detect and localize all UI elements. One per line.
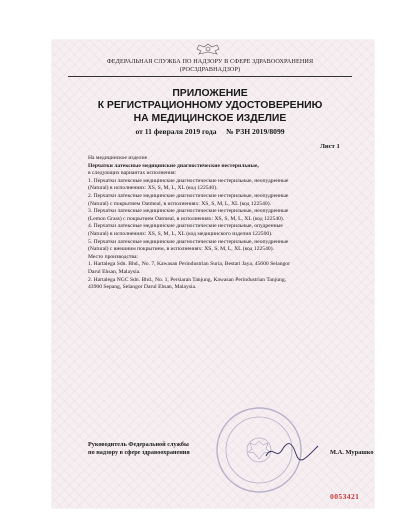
body-line: Место производства: — [88, 253, 138, 260]
body-line: 4. Перчатки латексные медицинские диагностические нестерильные, опудренные — [88, 223, 283, 230]
sheet-number: Лист 1 — [320, 143, 340, 150]
serial-number: 0053421 — [330, 492, 360, 501]
header-divider — [68, 76, 352, 77]
body-line: 5. Перчатки латексные медицинские диагностические нестерильные, неопудренные — [88, 238, 289, 245]
title-line-1: ПРИЛОЖЕНИЕ — [172, 88, 248, 99]
signatory-name: М.А. Мурашко — [330, 449, 374, 456]
position-line-1: Руководитель Федеральной службы — [88, 441, 189, 448]
body-line: (Natural) с покрытием Oatmeal, в исполнениях: XS, S, M, L, XL (код 122540). — [88, 200, 271, 207]
body-line: (Natural) в исполнениях: XS, S, M, L, XL (код медицинского изделия 122500). — [88, 230, 273, 237]
body-line: 1. Hartalega Sdn. Bhd., No. 7, Kawasan Perindustrian Suria, Bestari Jaya, 45600 Selangor — [88, 261, 290, 268]
title-line-3: НА МЕДИЦИНСКОЕ ИЗДЕЛИЕ — [133, 112, 287, 124]
body-line: 3. Перчатки латексные медицинские диагностические нестерильные, неопудренные — [88, 208, 289, 215]
body-line: 2. Перчатки латексные медицинские диагностические нестерильные, неопудренные — [88, 192, 289, 199]
body-line: (Lemon Grass) с покрытием Oatmeal, в исполнениях: XS, S, M, L, XL (код 122540). — [88, 215, 285, 222]
document-body — [88, 155, 350, 292]
body-line: Перчатки латексные медицинские диагностические нестерильные, — [88, 162, 259, 169]
agency-name: ФЕДЕРАЛЬНАЯ СЛУЖБА ПО НАДЗОРУ В СФЕРЕ ЗДРАВООХРАНЕНИЯ — [106, 58, 314, 65]
document-title — [0, 88, 420, 125]
body-line: (Natural) с внешним покрытием, в исполнениях: XS, S, M, L, XL (код 122540). — [88, 246, 274, 253]
body-line: 1. Перчатки латексные медицинские диагностические нестерильные, неопудренные — [88, 177, 289, 184]
agency-header — [0, 58, 420, 74]
agency-abbreviation: (РОСЗДРАВНАДЗОР) — [179, 66, 241, 73]
registration-dateline: от 11 февраля 2019 года № РЗН 2019/8099 — [135, 127, 285, 136]
title-line-2: К РЕГИСТРАЦИОННОМУ УДОСТОВЕРЕНИЮ — [97, 100, 323, 112]
body-line: Darul Ehsan, Malaysia. — [88, 268, 141, 275]
body-line: (Natural) в исполнениях: XS, S, M, L, XL (код 122540). — [88, 185, 218, 192]
signatory-position — [88, 441, 190, 457]
position-line-2: по надзору в сфере здравоохранения — [88, 449, 190, 457]
state-emblem-icon — [185, 42, 231, 56]
body-line: в следующих вариантах исполнения: — [88, 170, 177, 177]
body-line: 43900 Sepang, Selangor Darul Ehsan, Malaysia. — [88, 284, 197, 291]
body-line: На медицинское изделие — [88, 155, 148, 161]
handwritten-signature-icon — [262, 440, 322, 462]
body-line: 2. Hartalega NGC Sdn. Bhd., No. 1, Persiaran Tanjung, Kawasan Perindustrian Tanjung, — [88, 276, 287, 283]
